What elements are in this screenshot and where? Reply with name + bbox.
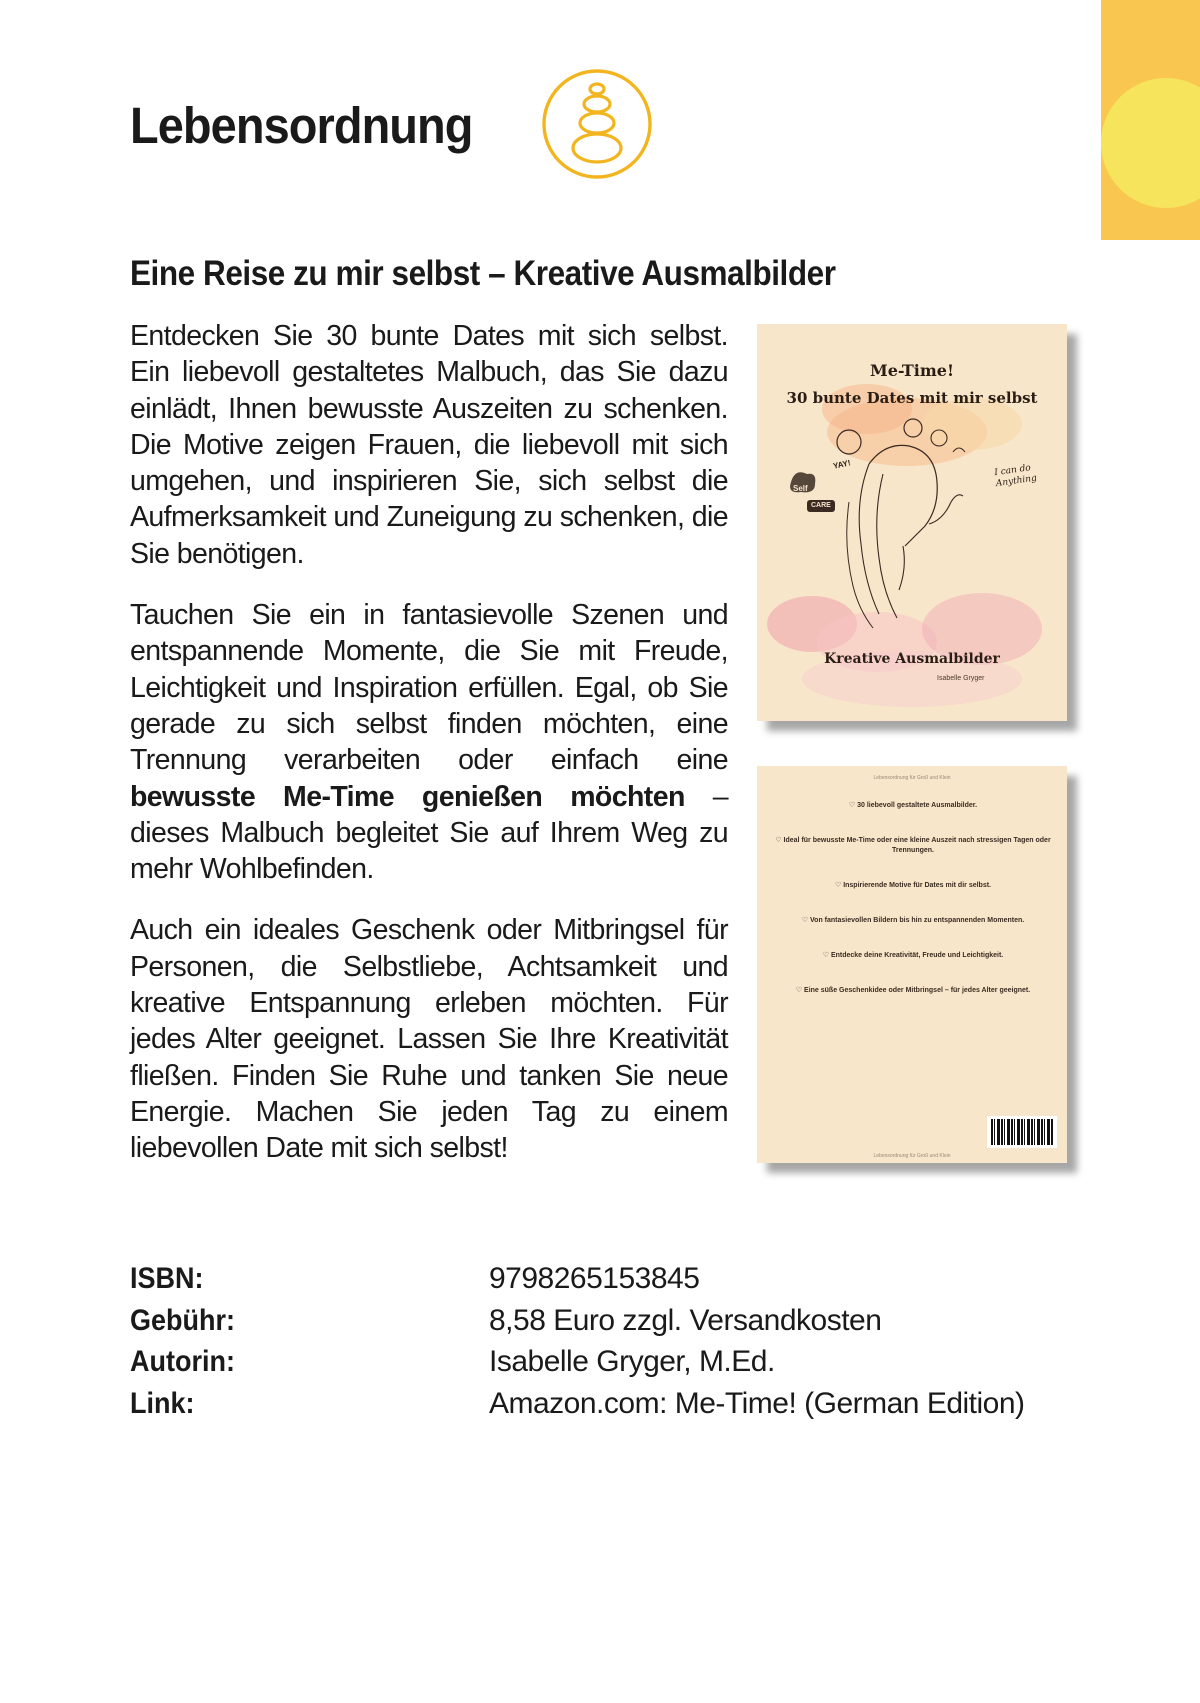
cover-title: Me-Time! (870, 361, 954, 380)
book-details (130, 1258, 1080, 1424)
paragraph-intro: Entdecken Sie 30 bunte Dates mit sich selbst. Ein liebevoll gestaltetes Malbuch, das Sie dazu einlädt, Ihnen bewusste Auszeiten zu schenken. Die Motive zeigen Frauen, die liebevoll mit sich umgehen, und inspirieren Sie, sich selbst die Aufmerksamkeit und Zuneigung zu schenken, die Sie benötigen. (130, 320, 728, 570)
paragraph-scenes-text: Tauchen Sie ein in fantasievolle Szenen und entspannende Momente, die Sie mit Freude, Leichtigkeit und Inspiration erfüllen. Egal, ob Sie gerade zu sich selbst finden möchten, eine Trennung verarbeiten oder einfach eine (130, 599, 728, 777)
cover-doodle-script: I can do Anything (993, 463, 1038, 490)
back-cover-feature: ♡ Ideal für bewusste Me-Time oder eine kleine Auszeit nach stressigen Tagen oder Trennungen. (775, 837, 1051, 854)
back-cover-feature: ♡ 30 liebevoll gestaltete Ausmalbilder. (848, 802, 978, 809)
author-row (130, 1341, 1080, 1383)
description-column (130, 318, 728, 1192)
isbn-label: ISBN: (130, 1262, 204, 1295)
fee-label: Gebühr: (130, 1303, 236, 1337)
back-cover-bottom-note: Lebensordnung für Groß und Klein (873, 1153, 951, 1159)
cover-doodle-yay: YAY! (832, 458, 852, 471)
corner-accent-circle (1101, 78, 1200, 208)
author-label: Autorin: (130, 1345, 235, 1378)
barcode (987, 1116, 1057, 1148)
book-front-cover (757, 324, 1067, 721)
link-label: Link: (130, 1386, 195, 1420)
back-cover-feature: ♡ Von fantasievollen Bildern bis hin zu entspannenden Momenten. (801, 917, 1025, 924)
cover-doodle-self: Self (793, 484, 808, 493)
stacked-stones-icon (541, 68, 653, 180)
book-back-cover (757, 766, 1067, 1163)
paragraph-gift: Auch ein ideales Geschenk oder Mitbringsel für Personen, die Selbstliebe, Achtsamkeit und kreative Entspannung erleben möchten. Für jedes Alter geeignet. Lassen Sie Ihre Kreativität fließen. Finden Sie Ruhe und tanken Sie neue Energie. Machen Sie jeden Tag zu einem liebevollen Date mit sich selbst! (130, 914, 728, 1165)
back-cover-feature: ♡ Inspirierende Motive für Dates mit dir selbst. (834, 882, 992, 889)
fee-row (130, 1300, 1080, 1342)
author-value: Isabelle Gryger, M.Ed. (489, 1345, 775, 1378)
back-cover-top-note: Lebensordnung für Groß und Klein (873, 775, 951, 781)
fee-value: 8,58 Euro zzgl. Versandkosten (489, 1303, 882, 1337)
isbn-value: 9798265153845 (489, 1262, 700, 1295)
paragraph-scenes (130, 597, 728, 887)
paragraph-scenes-end: – dieses Malbuch begleitet Sie auf Ihrem Weg zu mehr Wohlbefinden. (130, 780, 728, 886)
cover-subtitle-line: 30 bunte Dates mit mir selbst (786, 389, 1038, 407)
cover-author: Isabelle Gryger (937, 675, 985, 682)
paragraph-scenes-emphasis: bewusste Me-Time genießen möchten (130, 780, 685, 813)
amazon-link[interactable]: Amazon.com: Me-Time! (German Edition) (489, 1386, 1025, 1420)
back-cover-feature-list (775, 801, 1051, 1021)
section-title: Eine Reise zu mir selbst – Kreative Ausmalbilder (130, 254, 836, 293)
page-title: Lebensordnung (130, 97, 473, 154)
isbn-row (130, 1258, 1080, 1300)
link-row (130, 1383, 1080, 1425)
back-cover-feature: ♡ Entdecke deine Kreativität, Freude und Leichtigkeit. (822, 952, 1004, 959)
cover-doodle-care: CARE (811, 502, 831, 509)
back-cover-feature: ♡ Eine süße Geschenkidee oder Mitbringsel – für jedes Alter geeignet. (795, 987, 1031, 994)
cover-kreative-title: Kreative Ausmalbilder (824, 651, 1000, 667)
